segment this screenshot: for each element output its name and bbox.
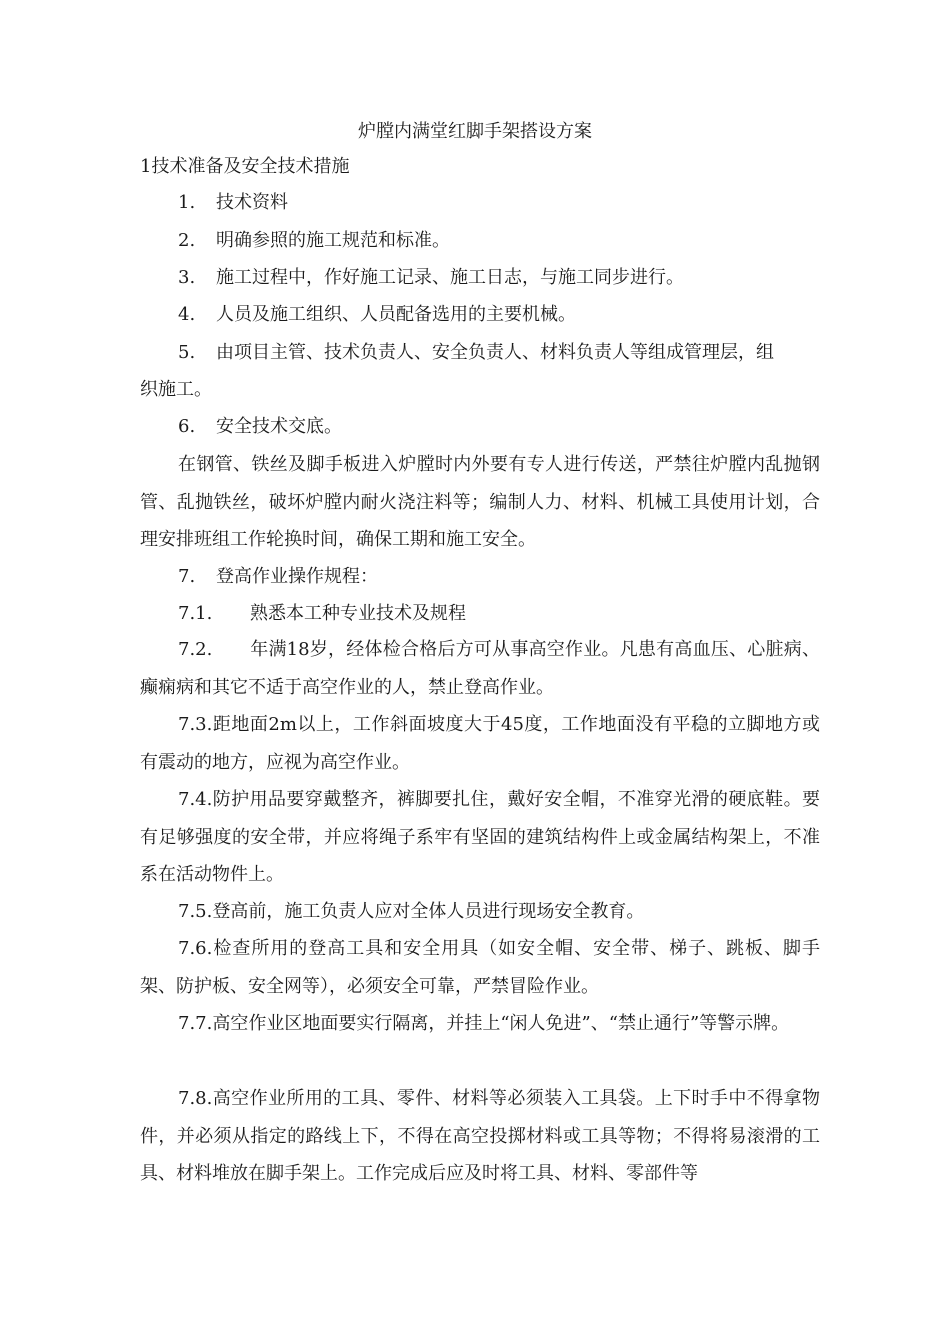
sub-item-number: 7.1. [178,603,213,624]
sub-item-text: 检查所用的登高工具和安全用具（如安全帽、安全带、梯子、跳板、脚手架、防护板、安全网等），必须安全可靠，严禁冒险作业。 [140,938,820,997]
list-item-text: 施工过程中，作好施工记录、施工日志，与施工同步进行。 [216,267,684,288]
list-item [178,264,684,292]
list-item-number: 5. [178,342,196,363]
list-item-continuation: 织施工。 [140,379,212,400]
list-item-number: 6. [178,416,196,437]
list-item-number: 7. [178,566,196,587]
list-item-text: 登高作业操作规程： [216,566,378,587]
list-item-number: 4. [178,304,196,325]
sub-item [140,706,820,781]
list-item-number: 2. [178,230,196,251]
sub-item-text: 登高前，施工负责人应对全体人员进行现场安全教育。 [212,901,645,922]
document-title: 炉膛内满堂红脚手架搭设方案 [358,121,592,142]
sub-item-number: 7.6. [178,938,213,959]
sub-item-text: 高空作业区地面要实行隔离，并挂上“闲人免进”、“禁止通行”等警示牌。 [212,1013,790,1034]
sub-item-number: 7.7. [178,1013,213,1034]
list-item [178,189,288,217]
list-item [178,563,378,591]
list-item-number: 3. [178,267,196,288]
sub-item [140,781,820,894]
list-item [178,227,450,255]
section-heading: 1技术准备及安全技术措施 [140,156,350,177]
list-item-text: 技术资料 [216,192,288,213]
list-item-text: 人员及施工组织、人员配备选用的主要机械。 [216,304,576,325]
list-item-text: 明确参照的施工规范和标准。 [216,230,450,251]
sub-item-text: 年满18岁，经体检合格后方可从事高空作业。凡患有高血压、心脏病、癫痫病和其它不适于高空作业的人，禁止登高作业。 [140,639,820,698]
sub-item-text: 防护用品要穿戴整齐，裤脚要扎住，戴好安全帽，不准穿光滑的硬底鞋。要有足够强度的安全带，并应将绳子系牢有坚固的建筑结构件上或金属结构架上，不准系在活动物件上。 [140,789,820,885]
sub-item-number: 7.5. [178,901,213,922]
list-item [178,301,576,329]
list-item [178,339,774,367]
sub-item-text: 距地面2m以上，工作斜面坡度大于45度，工作地面没有平稳的立脚地方或有震动的地方，应视为高空作业。 [140,714,820,773]
sub-item-text: 高空作业所用的工具、零件、材料等必须装入工具袋。上下时手中不得拿物件，并必须从指定的路线上下，不得在高空投掷材料或工具等物；不得将易滚滑的工具、材料堆放在脚手架上。工作完成后应及时将工具、材料、零部件等 [140,1088,820,1184]
list-item [178,413,342,441]
sub-item-number: 7.4. [178,789,213,810]
sub-item [140,930,820,1005]
sub-item-number: 7.2. [178,639,213,660]
paragraph-safety-handover: 在钢管、铁丝及脚手板进入炉膛时内外要有专人进行传送，严禁往炉膛内乱抛钢管、乱抛铁丝，破坏炉膛内耐火浇注料等；编制人力、材料、机械工具使用计划，合理安排班组工作轮换时间，确保工期和施工安全。 [140,454,820,550]
sub-item [140,893,820,931]
sub-item-number: 7.3. [178,714,213,735]
sub-item [178,600,466,628]
sub-item [140,1005,820,1043]
list-item-text: 由项目主管、技术负责人、安全负责人、材料负责人等组成管理层，组 [216,342,774,363]
list-item-number: 1. [178,192,196,213]
sub-item [140,631,820,706]
sub-item-text: 熟悉本工种专业技术及规程 [250,603,466,624]
sub-item-number: 7.8. [178,1088,213,1109]
list-item-text: 安全技术交底。 [216,416,342,437]
sub-item [140,1080,820,1193]
